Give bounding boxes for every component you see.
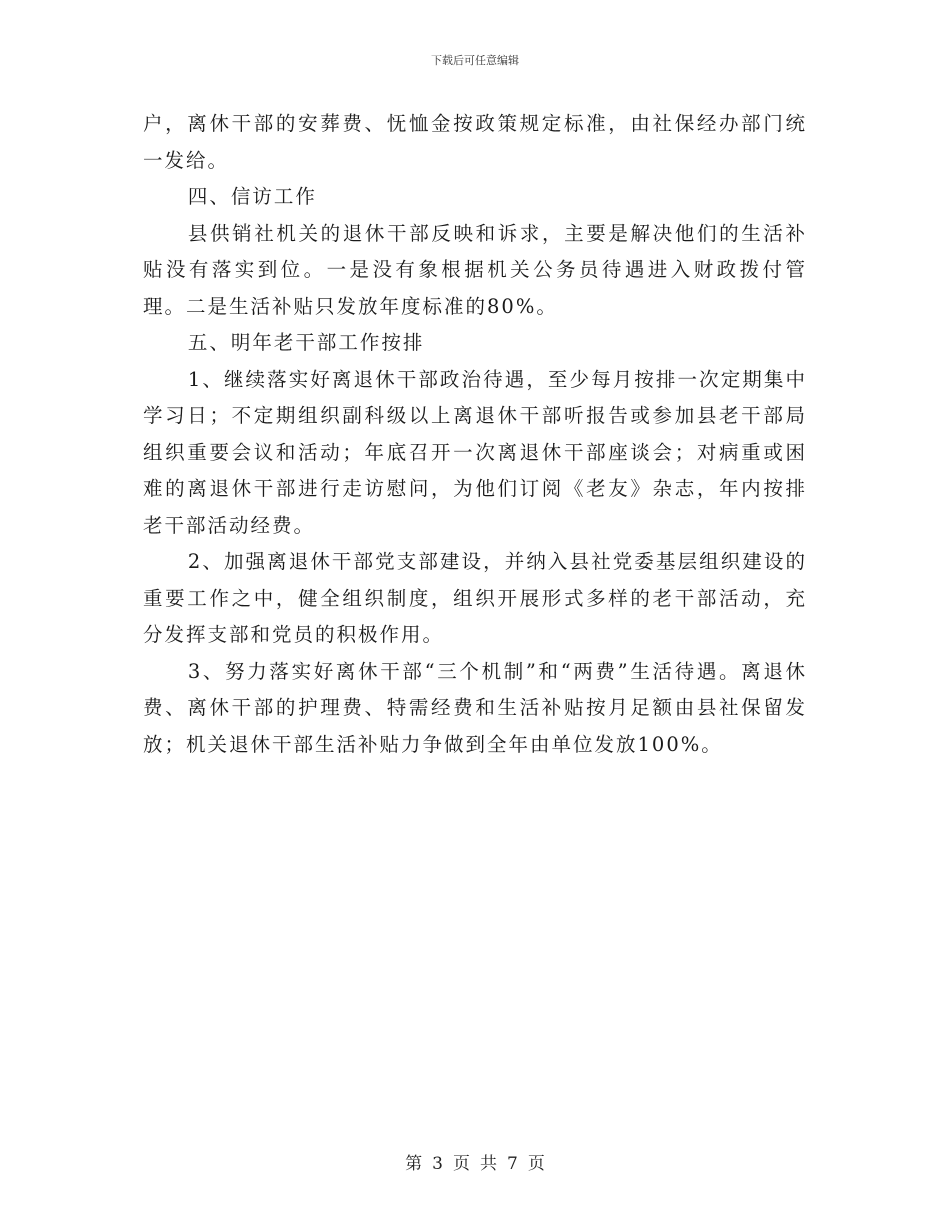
footer-total-label: 页 <box>527 1154 545 1174</box>
plan-item-1: 1、继续落实好离退休干部政治待遇，至少每月按排一次定期集中学习日；不定期组织副科级以上离退休干部听报告或参加县老干部局组织重要会议和活动；年底召开一次离退休干部座谈会；对病重或困难的离退休干部进行走访慰问，为他们订阅《老友》杂志，年内按排老干部活动经费。 <box>143 367 807 537</box>
footer-total-pages: 7 <box>507 1154 518 1174</box>
plan-item-3: 3、努力落实好离休干部“三个机制”和“两费”生活待遇。离退休费、离休干部的护理费、特需经费和生活补贴按月足额由县社保留发放；机关退休干部生活补贴力争做到全年由单位发放100%。 <box>143 659 807 756</box>
footer-total-prefix: 共 <box>480 1154 497 1174</box>
page-number-footer <box>0 1153 950 1175</box>
page-header-note: 下载后可任意编辑 <box>431 54 519 67</box>
footer-prefix: 第 <box>405 1154 423 1174</box>
document-body <box>143 106 807 763</box>
section-heading-petition-work: 四、信访工作 <box>187 185 317 208</box>
footer-current-page: 3 <box>432 1154 443 1174</box>
footer-page-label: 页 <box>453 1154 470 1174</box>
plan-item-2: 2、加强离退休干部党支部建设，并纳入县社党委基层组织建设的重要工作之中，健全组织制度，组织开展形式多样的老干部活动，充分发挥支部和党员的积极作用。 <box>143 550 807 646</box>
paragraph-petition-details: 县供销社机关的退休干部反映和诉求，主要是解决他们的生活补贴没有落实到位。一是没有象根据机关公务员待遇进入财政拨付管理。二是生活补贴只发放年度标准的80%。 <box>143 221 807 318</box>
section-heading-next-year-plan: 五、明年老干部工作按排 <box>187 331 425 354</box>
paragraph-continuation: 户，离休干部的安葬费、怃恤金按政策规定标准，由社保经办部门统一发给。 <box>143 112 807 172</box>
